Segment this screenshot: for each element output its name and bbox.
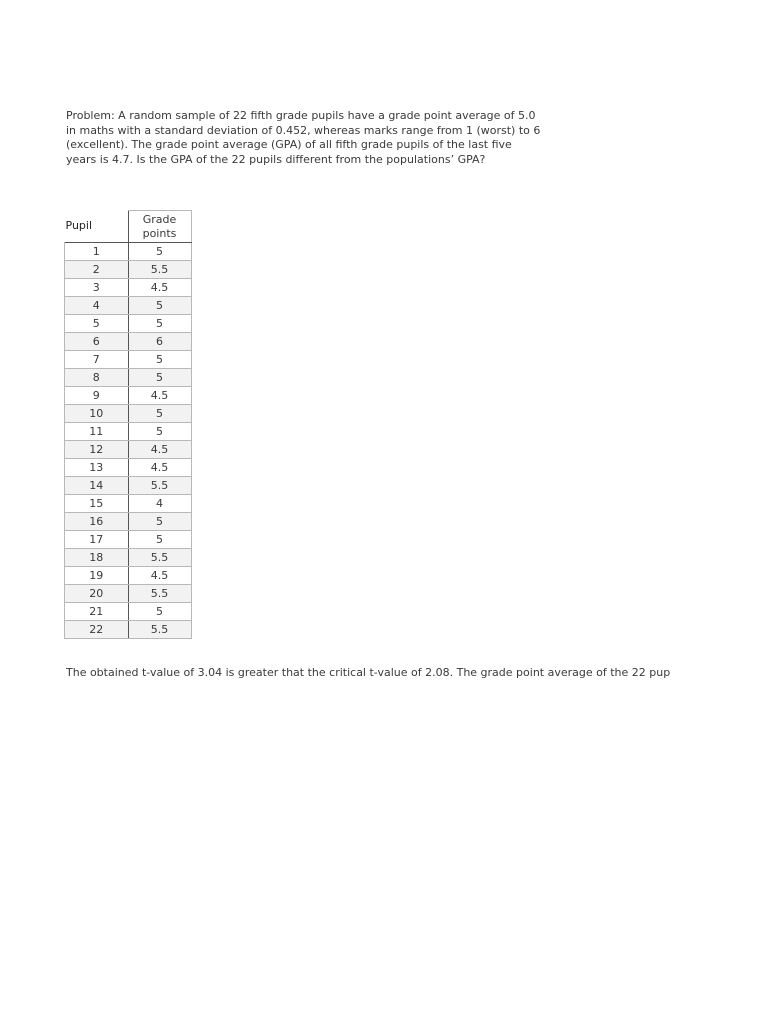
grade-points-column-header: [128, 211, 191, 243]
problem-line: (excellent). The grade point average (GPA) of all fifth grade pupils of the last five: [66, 138, 512, 151]
table-row: [65, 405, 192, 423]
grade-points-cell: 5.5: [128, 477, 191, 495]
pupil-number-cell: 7: [65, 351, 129, 369]
table-header-row: [65, 211, 192, 243]
pupil-number-cell: 14: [65, 477, 129, 495]
pupil-number-cell: 11: [65, 423, 129, 441]
table-row: [65, 333, 192, 351]
table-row: [65, 387, 192, 405]
pupil-number-cell: 19: [65, 567, 129, 585]
pupil-number-cell: 8: [65, 369, 129, 387]
table-row: [65, 441, 192, 459]
pupil-number-cell: 10: [65, 405, 129, 423]
grade-points-cell: 5: [128, 297, 191, 315]
table-row: [65, 567, 192, 585]
grade-points-cell: 5: [128, 603, 191, 621]
table-row: [65, 261, 192, 279]
table-body: [65, 243, 192, 639]
grade-points-cell: 5: [128, 423, 191, 441]
grade-points-cell: 4.5: [128, 387, 191, 405]
grade-header-line: Grade: [142, 212, 177, 226]
grade-points-cell: 6: [128, 333, 191, 351]
pupil-column-header: Pupil: [65, 219, 93, 233]
grade-points-cell: 4.5: [128, 279, 191, 297]
table-row: [65, 297, 192, 315]
table-row: [65, 621, 192, 639]
grade-points-cell: 4.5: [128, 567, 191, 585]
table-row: [65, 513, 192, 531]
grade-points-cell: 5.5: [128, 621, 191, 639]
table-row: [65, 279, 192, 297]
table-row: [65, 243, 192, 261]
grade-points-cell: 5: [128, 513, 191, 531]
pupil-number-cell: 13: [65, 459, 129, 477]
grade-points-cell: 4: [128, 495, 191, 513]
grade-points-cell: 5.5: [128, 585, 191, 603]
pupil-number-cell: 2: [65, 261, 129, 279]
pupil-number-cell: 18: [65, 549, 129, 567]
pupil-number-cell: 9: [65, 387, 129, 405]
problem-line: in maths with a standard deviation of 0.452, whereas marks range from 1 (worst) to 6: [66, 123, 541, 137]
pupil-number-cell: 4: [65, 297, 129, 315]
pupil-number-cell: 5: [65, 315, 129, 333]
pupil-number-cell: 15: [65, 495, 129, 513]
pupil-number-cell: 16: [65, 513, 129, 531]
grade-points-cell: 5: [128, 405, 191, 423]
pupil-number-cell: 20: [65, 585, 129, 603]
table-row: [65, 351, 192, 369]
pupil-number-cell: 1: [65, 243, 129, 261]
grade-points-cell: 5.5: [128, 549, 191, 567]
table-row: [65, 315, 192, 333]
grade-points-cell: 4.5: [128, 441, 191, 459]
problem-line: Problem: A random sample of 22 fifth grade pupils have a grade point average of 5.0: [66, 109, 536, 122]
pupil-number-cell: 6: [65, 333, 129, 351]
table-row: [65, 603, 192, 621]
problem-line: years is 4.7. Is the GPA of the 22 pupils different from the populations’ GPA?: [66, 152, 486, 166]
pupil-number-cell: 22: [65, 621, 129, 639]
grade-points-table: [64, 210, 192, 639]
grade-points-cell: 5: [128, 351, 191, 369]
pupil-number-cell: 12: [65, 441, 129, 459]
table-row: [65, 531, 192, 549]
table-row: [65, 585, 192, 603]
table-row: [65, 495, 192, 513]
grade-points-cell: 5: [128, 243, 191, 261]
grade-header-line: points: [142, 226, 177, 240]
grade-points-cell: 5: [128, 315, 191, 333]
table-row: [65, 459, 192, 477]
grade-points-cell: 5: [128, 531, 191, 549]
grade-points-cell: 5: [128, 369, 191, 387]
conclusion-text: The obtained t-value of 3.04 is greater that the critical t-value of 2.08. The grade point average of the 22 pup: [66, 666, 671, 679]
grade-points-cell: 4.5: [128, 459, 191, 477]
table-row: [65, 423, 192, 441]
problem-statement: [66, 109, 566, 167]
pupil-number-cell: 17: [65, 531, 129, 549]
table-row: [65, 369, 192, 387]
table-row: [65, 549, 192, 567]
table-row: [65, 477, 192, 495]
pupil-number-cell: 3: [65, 279, 129, 297]
pupil-number-cell: 21: [65, 603, 129, 621]
grade-points-cell: 5.5: [128, 261, 191, 279]
